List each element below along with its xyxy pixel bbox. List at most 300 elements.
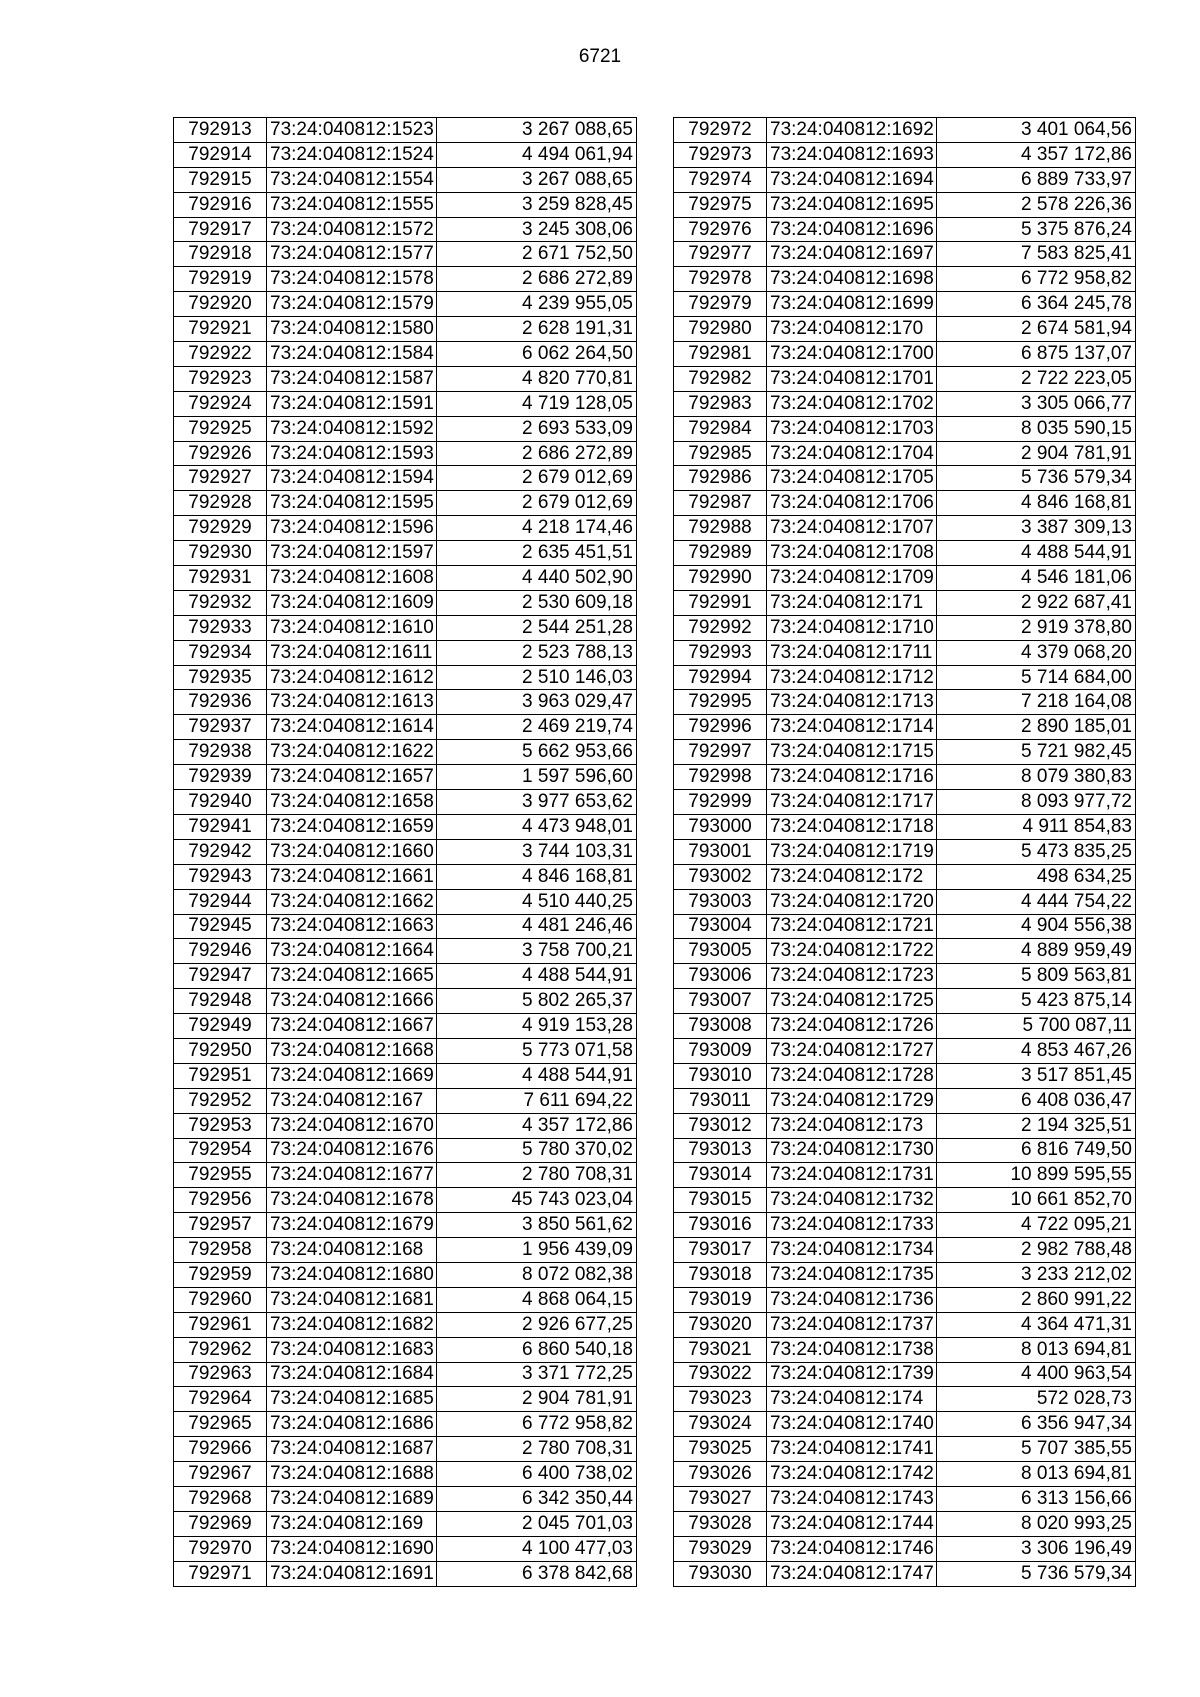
record-number-cell: 793025 [674,1437,767,1462]
record-number-cell: 792949 [174,1014,267,1039]
right-data-table [673,117,1136,1587]
cadastral-number-cell: 73:24:040812:1609 [267,590,437,615]
cadastral-number-cell: 73:24:040812:1594 [267,466,437,491]
record-number-cell: 793029 [674,1536,767,1561]
cadastral-number-cell: 73:24:040812:1726 [767,1014,937,1039]
table-row [674,1238,1136,1263]
table-row [174,292,637,317]
record-number-cell: 792918 [174,242,267,267]
table-row [174,1511,637,1536]
cadastral-number-cell: 73:24:040812:174 [767,1387,937,1412]
cadastral-value-cell: 2 544 251,28 [437,615,637,640]
cadastral-value-cell: 5 473 835,25 [937,839,1136,864]
cadastral-number-cell: 73:24:040812:1608 [267,566,437,591]
cadastral-number-cell: 73:24:040812:1611 [267,640,437,665]
table-row [174,1063,637,1088]
table-row [174,1238,637,1263]
record-number-cell: 792983 [674,391,767,416]
record-number-cell: 792975 [674,192,767,217]
table-row [174,690,637,715]
table-row [174,441,637,466]
record-number-cell: 792930 [174,541,267,566]
table-row [674,1412,1136,1437]
record-number-cell: 792916 [174,192,267,217]
record-number-cell: 792964 [174,1387,267,1412]
table-row [674,1038,1136,1063]
table-row [174,1287,637,1312]
record-number-cell: 792965 [174,1412,267,1437]
cadastral-value-cell: 3 387 309,13 [937,516,1136,541]
cadastral-number-cell: 73:24:040812:1612 [267,665,437,690]
cadastral-value-cell: 4 919 153,28 [437,1014,637,1039]
cadastral-number-cell: 73:24:040812:1712 [767,665,937,690]
cadastral-value-cell: 5 773 071,58 [437,1038,637,1063]
table-row [174,566,637,591]
cadastral-value-cell: 3 233 212,02 [937,1262,1136,1287]
cadastral-number-cell: 73:24:040812:1680 [267,1262,437,1287]
record-number-cell: 792955 [174,1163,267,1188]
table-row [674,1536,1136,1561]
record-number-cell: 793005 [674,939,767,964]
cadastral-number-cell: 73:24:040812:1730 [767,1138,937,1163]
cadastral-value-cell: 3 267 088,65 [437,167,637,192]
cadastral-number-cell: 73:24:040812:1554 [267,167,437,192]
cadastral-number-cell: 73:24:040812:1701 [767,366,937,391]
record-number-cell: 792922 [174,342,267,367]
record-number-cell: 792943 [174,864,267,889]
table-row [174,665,637,690]
table-row [174,1486,637,1511]
table-row [674,839,1136,864]
cadastral-number-cell: 73:24:040812:1731 [767,1163,937,1188]
cadastral-number-cell: 73:24:040812:1720 [767,889,937,914]
cadastral-number-cell: 73:24:040812:1744 [767,1511,937,1536]
table-row [174,516,637,541]
cadastral-value-cell: 7 218 164,08 [937,690,1136,715]
table-row [674,1113,1136,1138]
cadastral-number-cell: 73:24:040812:1740 [767,1412,937,1437]
record-number-cell: 792944 [174,889,267,914]
cadastral-value-cell: 4 488 544,91 [937,541,1136,566]
page-number: 6721 [578,46,622,67]
record-number-cell: 792991 [674,590,767,615]
cadastral-value-cell: 2 045 701,03 [437,1511,637,1536]
cadastral-number-cell: 73:24:040812:1676 [267,1138,437,1163]
cadastral-number-cell: 73:24:040812:1614 [267,715,437,740]
table-row [674,118,1136,143]
cadastral-number-cell: 73:24:040812:1746 [767,1536,937,1561]
cadastral-value-cell: 2 469 219,74 [437,715,637,740]
cadastral-value-cell: 3 517 851,45 [937,1063,1136,1088]
table-row [174,342,637,367]
record-number-cell: 792931 [174,566,267,591]
cadastral-number-cell: 73:24:040812:1579 [267,292,437,317]
cadastral-value-cell: 2 530 609,18 [437,590,637,615]
cadastral-number-cell: 73:24:040812:1739 [767,1362,937,1387]
cadastral-value-cell: 6 772 958,82 [437,1412,637,1437]
cadastral-value-cell: 7 611 694,22 [437,1088,637,1113]
record-number-cell: 792960 [174,1287,267,1312]
table-row [674,690,1136,715]
record-number-cell: 792989 [674,541,767,566]
table-row [674,640,1136,665]
cadastral-value-cell: 3 744 103,31 [437,839,637,864]
cadastral-number-cell: 73:24:040812:1681 [267,1287,437,1312]
table-row [174,1262,637,1287]
cadastral-number-cell: 73:24:040812:1690 [267,1536,437,1561]
record-number-cell: 792981 [674,342,767,367]
cadastral-value-cell: 6 816 749,50 [937,1138,1136,1163]
record-number-cell: 792920 [174,292,267,317]
table-row [674,441,1136,466]
table-row [174,1188,637,1213]
record-number-cell: 792915 [174,167,267,192]
cadastral-value-cell: 2 628 191,31 [437,317,637,342]
cadastral-value-cell: 3 267 088,65 [437,118,637,143]
cadastral-value-cell: 2 686 272,89 [437,267,637,292]
record-number-cell: 792941 [174,814,267,839]
cadastral-value-cell: 4 546 181,06 [937,566,1136,591]
table-row [674,1387,1136,1412]
cadastral-number-cell: 73:24:040812:1736 [767,1287,937,1312]
cadastral-value-cell: 5 423 875,14 [937,989,1136,1014]
record-number-cell: 792932 [174,590,267,615]
table-row [674,491,1136,516]
cadastral-value-cell: 4 379 068,20 [937,640,1136,665]
table-row [174,590,637,615]
record-number-cell: 792974 [674,167,767,192]
cadastral-number-cell: 73:24:040812:1678 [267,1188,437,1213]
cadastral-value-cell: 2 904 781,91 [937,441,1136,466]
cadastral-value-cell: 2 904 781,91 [437,1387,637,1412]
cadastral-number-cell: 73:24:040812:1722 [767,939,937,964]
cadastral-number-cell: 73:24:040812:1580 [267,317,437,342]
cadastral-number-cell: 73:24:040812:1679 [267,1213,437,1238]
record-number-cell: 793009 [674,1038,767,1063]
cadastral-number-cell: 73:24:040812:1717 [767,790,937,815]
cadastral-number-cell: 73:24:040812:1716 [767,765,937,790]
table-row [174,1387,637,1412]
table-row [174,242,637,267]
table-row [174,491,637,516]
table-row [174,1113,637,1138]
table-row [174,765,637,790]
cadastral-value-cell: 4 481 246,46 [437,914,637,939]
record-number-cell: 792976 [674,217,767,242]
record-number-cell: 792927 [174,466,267,491]
cadastral-value-cell: 4 488 544,91 [437,1063,637,1088]
record-number-cell: 792979 [674,292,767,317]
table-row [174,1412,637,1437]
cadastral-value-cell: 6 400 738,02 [437,1462,637,1487]
record-number-cell: 792942 [174,839,267,864]
table-row [674,1287,1136,1312]
cadastral-value-cell: 2 686 272,89 [437,441,637,466]
cadastral-number-cell: 73:24:040812:1577 [267,242,437,267]
cadastral-number-cell: 73:24:040812:1742 [767,1462,937,1487]
cadastral-value-cell: 2 922 687,41 [937,590,1136,615]
cadastral-value-cell: 2 919 378,80 [937,615,1136,640]
cadastral-number-cell: 73:24:040812:1725 [767,989,937,1014]
table-row [674,1163,1136,1188]
cadastral-value-cell: 6 313 156,66 [937,1486,1136,1511]
cadastral-value-cell: 2 635 451,51 [437,541,637,566]
record-number-cell: 793015 [674,1188,767,1213]
cadastral-value-cell: 4 889 959,49 [937,939,1136,964]
table-row [174,740,637,765]
table-row [174,541,637,566]
record-number-cell: 793023 [674,1387,767,1412]
cadastral-value-cell: 8 020 993,25 [937,1511,1136,1536]
record-number-cell: 792945 [174,914,267,939]
cadastral-value-cell: 3 305 066,77 [937,391,1136,416]
table-row [674,1188,1136,1213]
record-number-cell: 793027 [674,1486,767,1511]
table-row [674,1337,1136,1362]
record-number-cell: 793000 [674,814,767,839]
record-number-cell: 792968 [174,1486,267,1511]
record-number-cell: 793013 [674,1138,767,1163]
table-row [674,939,1136,964]
cadastral-number-cell: 73:24:040812:1670 [267,1113,437,1138]
record-number-cell: 792996 [674,715,767,740]
cadastral-number-cell: 73:24:040812:1689 [267,1486,437,1511]
cadastral-number-cell: 73:24:040812:1719 [767,839,937,864]
table-row [174,1337,637,1362]
cadastral-number-cell: 73:24:040812:1733 [767,1213,937,1238]
record-number-cell: 792985 [674,441,767,466]
record-number-cell: 793004 [674,914,767,939]
table-row [674,317,1136,342]
cadastral-value-cell: 2 578 226,36 [937,192,1136,217]
cadastral-value-cell: 6 408 036,47 [937,1088,1136,1113]
cadastral-value-cell: 3 306 196,49 [937,1536,1136,1561]
cadastral-value-cell: 5 809 563,81 [937,964,1136,989]
cadastral-value-cell: 5 714 684,00 [937,665,1136,690]
cadastral-number-cell: 73:24:040812:1705 [767,466,937,491]
table-row [674,217,1136,242]
cadastral-value-cell: 4 904 556,38 [937,914,1136,939]
table-row [174,640,637,665]
cadastral-number-cell: 73:24:040812:1729 [767,1088,937,1113]
cadastral-value-cell: 2 679 012,69 [437,466,637,491]
cadastral-value-cell: 5 707 385,55 [937,1437,1136,1462]
record-number-cell: 792998 [674,765,767,790]
table-row [674,715,1136,740]
table-row [174,989,637,1014]
record-number-cell: 792954 [174,1138,267,1163]
cadastral-value-cell: 6 356 947,34 [937,1412,1136,1437]
record-number-cell: 792999 [674,790,767,815]
table-row [174,366,637,391]
table-row [674,167,1136,192]
table-row [174,167,637,192]
table-row [674,1138,1136,1163]
table-row [174,1462,637,1487]
record-number-cell: 792963 [174,1362,267,1387]
table-row [674,814,1136,839]
cadastral-value-cell: 5 700 087,11 [937,1014,1136,1039]
table-row [174,267,637,292]
record-number-cell: 792950 [174,1038,267,1063]
cadastral-number-cell: 73:24:040812:1710 [767,615,937,640]
table-row [174,790,637,815]
table-row [174,1163,637,1188]
cadastral-number-cell: 73:24:040812:1584 [267,342,437,367]
cadastral-number-cell: 73:24:040812:172 [767,864,937,889]
cadastral-value-cell: 4 820 770,81 [437,366,637,391]
cadastral-number-cell: 73:24:040812:1596 [267,516,437,541]
cadastral-value-cell: 3 401 064,56 [937,118,1136,143]
cadastral-value-cell: 6 875 137,07 [937,342,1136,367]
record-number-cell: 792925 [174,416,267,441]
cadastral-number-cell: 73:24:040812:1692 [767,118,937,143]
cadastral-number-cell: 73:24:040812:1661 [267,864,437,889]
table-row [674,1213,1136,1238]
record-number-cell: 792967 [174,1462,267,1487]
record-number-cell: 792917 [174,217,267,242]
cadastral-number-cell: 73:24:040812:1718 [767,814,937,839]
cadastral-number-cell: 73:24:040812:1709 [767,566,937,591]
table-row [174,939,637,964]
record-number-cell: 792946 [174,939,267,964]
table-row [174,964,637,989]
table-row [674,889,1136,914]
record-number-cell: 792913 [174,118,267,143]
cadastral-number-cell: 73:24:040812:1707 [767,516,937,541]
cadastral-value-cell: 6 860 540,18 [437,1337,637,1362]
cadastral-number-cell: 73:24:040812:1704 [767,441,937,466]
cadastral-number-cell: 73:24:040812:1659 [267,814,437,839]
record-number-cell: 792948 [174,989,267,1014]
cadastral-value-cell: 6 378 842,68 [437,1561,637,1586]
record-number-cell: 792926 [174,441,267,466]
record-number-cell: 793022 [674,1362,767,1387]
cadastral-number-cell: 73:24:040812:1737 [767,1312,937,1337]
cadastral-number-cell: 73:24:040812:1727 [767,1038,937,1063]
cadastral-number-cell: 73:24:040812:1669 [267,1063,437,1088]
cadastral-number-cell: 73:24:040812:1743 [767,1486,937,1511]
cadastral-number-cell: 73:24:040812:1691 [267,1561,437,1586]
cadastral-value-cell: 4 440 502,90 [437,566,637,591]
table-row [674,391,1136,416]
record-number-cell: 792978 [674,267,767,292]
table-row [674,765,1136,790]
record-number-cell: 792988 [674,516,767,541]
cadastral-number-cell: 73:24:040812:1663 [267,914,437,939]
table-row [674,1063,1136,1088]
table-row [174,466,637,491]
record-number-cell: 792997 [674,740,767,765]
record-number-cell: 792994 [674,665,767,690]
record-number-cell: 792980 [674,317,767,342]
cadastral-number-cell: 73:24:040812:1685 [267,1387,437,1412]
record-number-cell: 792934 [174,640,267,665]
cadastral-number-cell: 73:24:040812:1597 [267,541,437,566]
record-number-cell: 792990 [674,566,767,591]
cadastral-value-cell: 2 693 533,09 [437,416,637,441]
cadastral-value-cell: 5 662 953,66 [437,740,637,765]
cadastral-value-cell: 4 510 440,25 [437,889,637,914]
table-row [674,292,1136,317]
table-row [674,192,1136,217]
table-row [174,1437,637,1462]
cadastral-number-cell: 73:24:040812:1702 [767,391,937,416]
cadastral-number-cell: 73:24:040812:1747 [767,1561,937,1586]
cadastral-value-cell: 1 956 439,09 [437,1238,637,1263]
cadastral-value-cell: 4 357 172,86 [437,1113,637,1138]
cadastral-number-cell: 73:24:040812:1694 [767,167,937,192]
cadastral-number-cell: 73:24:040812:1613 [267,690,437,715]
record-number-cell: 792992 [674,615,767,640]
record-number-cell: 792986 [674,466,767,491]
record-number-cell: 792939 [174,765,267,790]
cadastral-value-cell: 3 977 653,62 [437,790,637,815]
table-row [674,590,1136,615]
table-row [674,740,1136,765]
table-row [674,1437,1136,1462]
left-table-body [174,118,637,1587]
cadastral-value-cell: 4 218 174,46 [437,516,637,541]
cadastral-number-cell: 73:24:040812:1668 [267,1038,437,1063]
cadastral-number-cell: 73:24:040812:1734 [767,1238,937,1263]
record-number-cell: 793018 [674,1262,767,1287]
record-number-cell: 793006 [674,964,767,989]
record-number-cell: 792947 [174,964,267,989]
cadastral-value-cell: 8 013 694,81 [937,1462,1136,1487]
cadastral-value-cell: 5 736 579,34 [937,466,1136,491]
cadastral-number-cell: 73:24:040812:1524 [267,142,437,167]
cadastral-number-cell: 73:24:040812:1657 [267,765,437,790]
cadastral-value-cell: 4 364 471,31 [937,1312,1136,1337]
table-row [174,217,637,242]
cadastral-value-cell: 572 028,73 [937,1387,1136,1412]
record-number-cell: 792995 [674,690,767,715]
table-row [674,342,1136,367]
cadastral-value-cell: 4 494 061,94 [437,142,637,167]
cadastral-number-cell: 73:24:040812:1610 [267,615,437,640]
record-number-cell: 792951 [174,1063,267,1088]
table-row [174,1014,637,1039]
cadastral-value-cell: 8 072 082,38 [437,1262,637,1287]
table-row [674,142,1136,167]
record-number-cell: 793028 [674,1511,767,1536]
cadastral-number-cell: 73:24:040812:169 [267,1511,437,1536]
record-number-cell: 792924 [174,391,267,416]
cadastral-value-cell: 10 661 852,70 [937,1188,1136,1213]
cadastral-value-cell: 2 679 012,69 [437,491,637,516]
cadastral-number-cell: 73:24:040812:1693 [767,142,937,167]
table-row [174,142,637,167]
cadastral-number-cell: 73:24:040812:1735 [767,1262,937,1287]
cadastral-value-cell: 2 780 708,31 [437,1437,637,1462]
cadastral-value-cell: 6 889 733,97 [937,167,1136,192]
cadastral-value-cell: 2 671 752,50 [437,242,637,267]
cadastral-value-cell: 2 890 185,01 [937,715,1136,740]
cadastral-number-cell: 73:24:040812:1660 [267,839,437,864]
record-number-cell: 793014 [674,1163,767,1188]
table-row [674,242,1136,267]
cadastral-value-cell: 4 100 477,03 [437,1536,637,1561]
table-row [674,1262,1136,1287]
table-row [174,317,637,342]
record-number-cell: 792956 [174,1188,267,1213]
cadastral-value-cell: 3 371 772,25 [437,1362,637,1387]
record-number-cell: 792923 [174,366,267,391]
table-row [174,864,637,889]
table-row [674,267,1136,292]
table-row [674,1462,1136,1487]
